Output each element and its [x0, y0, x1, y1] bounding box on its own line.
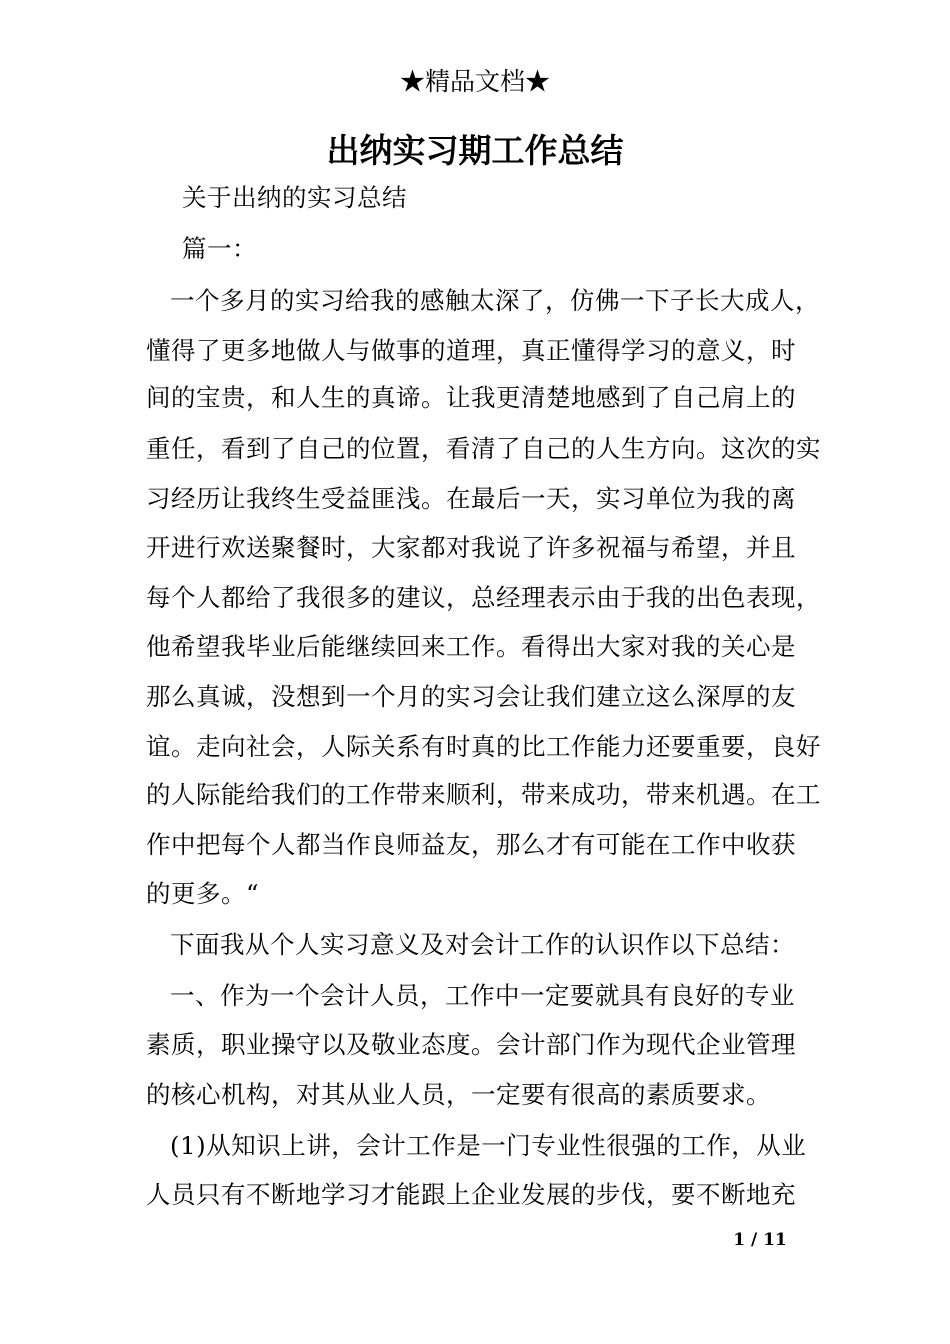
page-header-mark: ★精品文档★	[399, 67, 550, 96]
paragraph-line: 的人际能给我们的工作带来顺利，带来成功，带来机遇。在工	[146, 780, 821, 809]
document-title: 出纳实习期工作总结	[326, 131, 624, 170]
paragraph-line: 开进行欢送聚餐时，大家都对我说了许多祝福与希望，并且	[146, 533, 796, 562]
paragraph-line: 间的宝贵，和人生的真谛。让我更清楚地感到了自己肩上的	[146, 383, 796, 412]
paragraph-line: 的核心机构，对其从业人员，一定要有很高的素质要求。	[146, 1080, 771, 1109]
paragraph-line: (1)从知识上讲，会计工作是一门专业性很强的工作，从业	[170, 1131, 807, 1160]
paragraph-line: 一、作为一个会计人员，工作中一定要就具有良好的专业	[170, 981, 795, 1010]
paragraph-line: 懂得了更多地做人与做事的道理，真正懂得学习的意义，时	[146, 336, 796, 365]
page-number: 1 / 11	[733, 1230, 787, 1250]
paragraph-line: 的更多。“	[146, 879, 260, 908]
paragraph-line-section-label: 篇一：	[182, 234, 257, 263]
paragraph-line: 那么真诚，没想到一个月的实习会让我们建立这么深厚的友	[146, 682, 796, 711]
paragraph-line: 人员只有不断地学习才能跟上企业发展的步伐，要不断地充	[146, 1180, 796, 1209]
paragraph-line: 素质，职业操守以及敬业态度。会计部门作为现代企业管理	[146, 1030, 796, 1059]
paragraph-line: 一个多月的实习给我的感触太深了，仿佛一下子长大成人，	[170, 286, 820, 315]
paragraph-line: 作中把每个人都当作良师益友，那么才有可能在工作中收获	[146, 830, 796, 859]
paragraph-line: 习经历让我终生受益匪浅。在最后一天，实习单位为我的离	[146, 484, 796, 513]
paragraph-line: 每个人都给了我很多的建议，总经理表示由于我的出色表现，	[146, 583, 821, 612]
paragraph-line: 他希望我毕业后能继续回来工作。看得出大家对我的关心是	[146, 632, 796, 661]
paragraph-line: 谊。走向社会，人际关系有时真的比工作能力还要重要，良好	[146, 732, 821, 761]
paragraph-line-subtitle: 关于出纳的实习总结	[182, 183, 407, 212]
paragraph-line: 下面我从个人实习意义及对会计工作的认识作以下总结：	[170, 930, 795, 959]
paragraph-line: 重任，看到了自己的位置，看清了自己的人生方向。这次的实	[146, 434, 821, 463]
